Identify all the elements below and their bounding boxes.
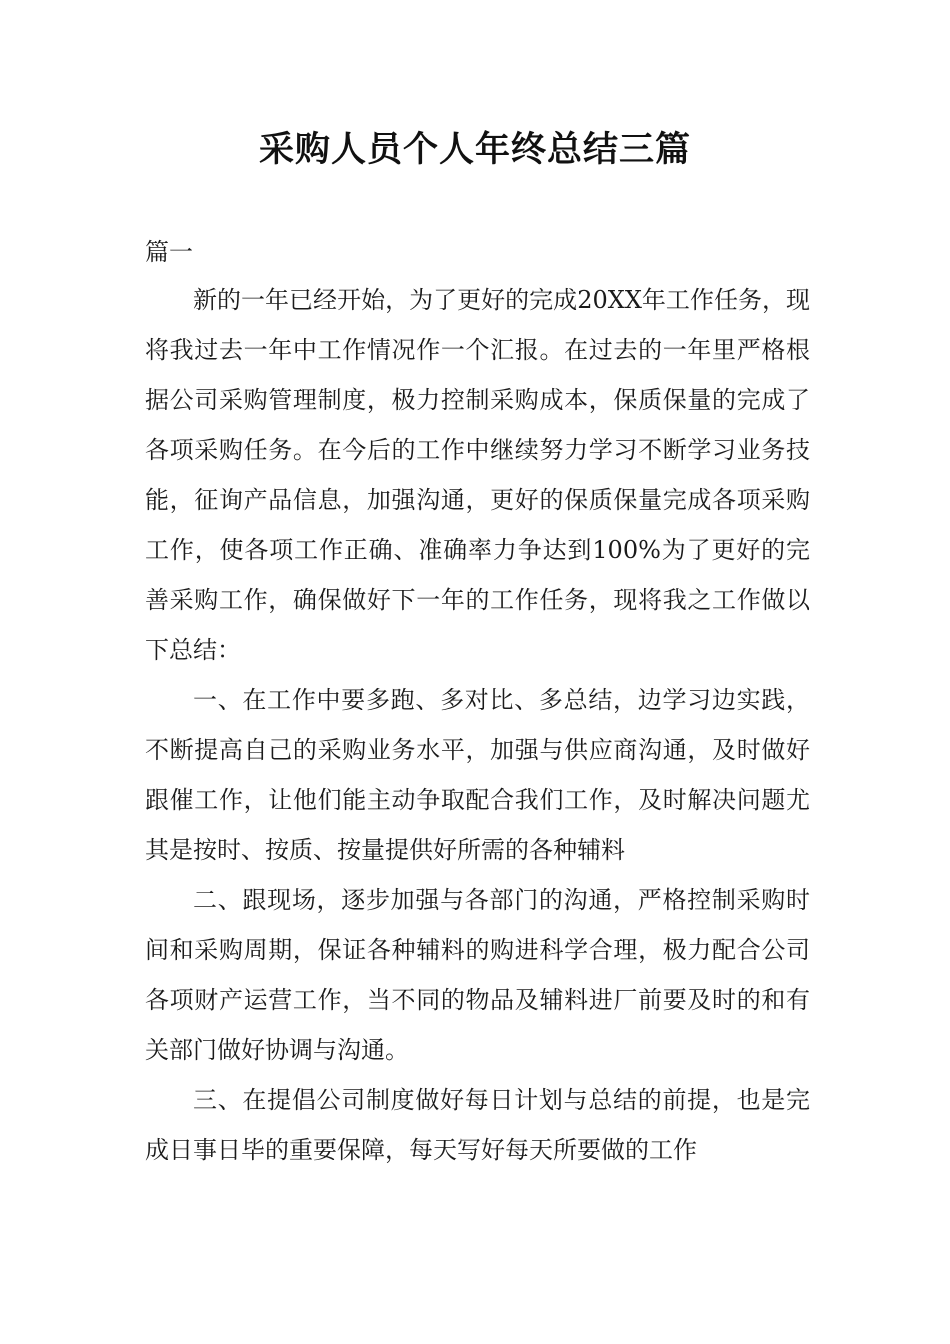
paragraph-intro: 新的一年已经开始，为了更好的完成20XX年工作任务，现将我过去一年中工作情况作一个汇报。在过去的一年里严格根据公司采购管理制度，极力控制采购成本，保质保量的完成了各项采购任务。在今后的工作中继续努力学习不断学习业务技能，征询产品信息，加强沟通，更好的保质保量完成各项采购工作，使各项工作正确、准确率力争达到100%为了更好的完善采购工作，确保做好下一年的工作任务，现将我之工作做以下总结： bbox=[145, 286, 810, 664]
document-title: 采购人员个人年终总结三篇 bbox=[258, 130, 691, 170]
paragraph-point-two: 二、跟现场，逐步加强与各部门的沟通，严格控制采购时间和采购周期，保证各种辅料的购进科学合理，极力配合公司各项财产运营工作，当不同的物品及辅料进厂前要及时的和有关部门做好协调与沟通。 bbox=[145, 886, 810, 1064]
document-body bbox=[145, 275, 810, 1175]
paragraph-point-one: 一、在工作中要多跑、多对比、多总结，边学习边实践，不断提高自己的采购业务水平，加强与供应商沟通，及时做好跟催工作，让他们能主动争取配合我们工作，及时解决问题尤其是按时、按质、按量提供好所需的各种辅料 bbox=[145, 686, 810, 864]
paragraph-point-three: 三、在提倡公司制度做好每日计划与总结的前提，也是完成日事日毕的重要保障，每天写好每天所要做的工作 bbox=[145, 1086, 810, 1164]
section-label: 篇一 bbox=[145, 238, 193, 266]
